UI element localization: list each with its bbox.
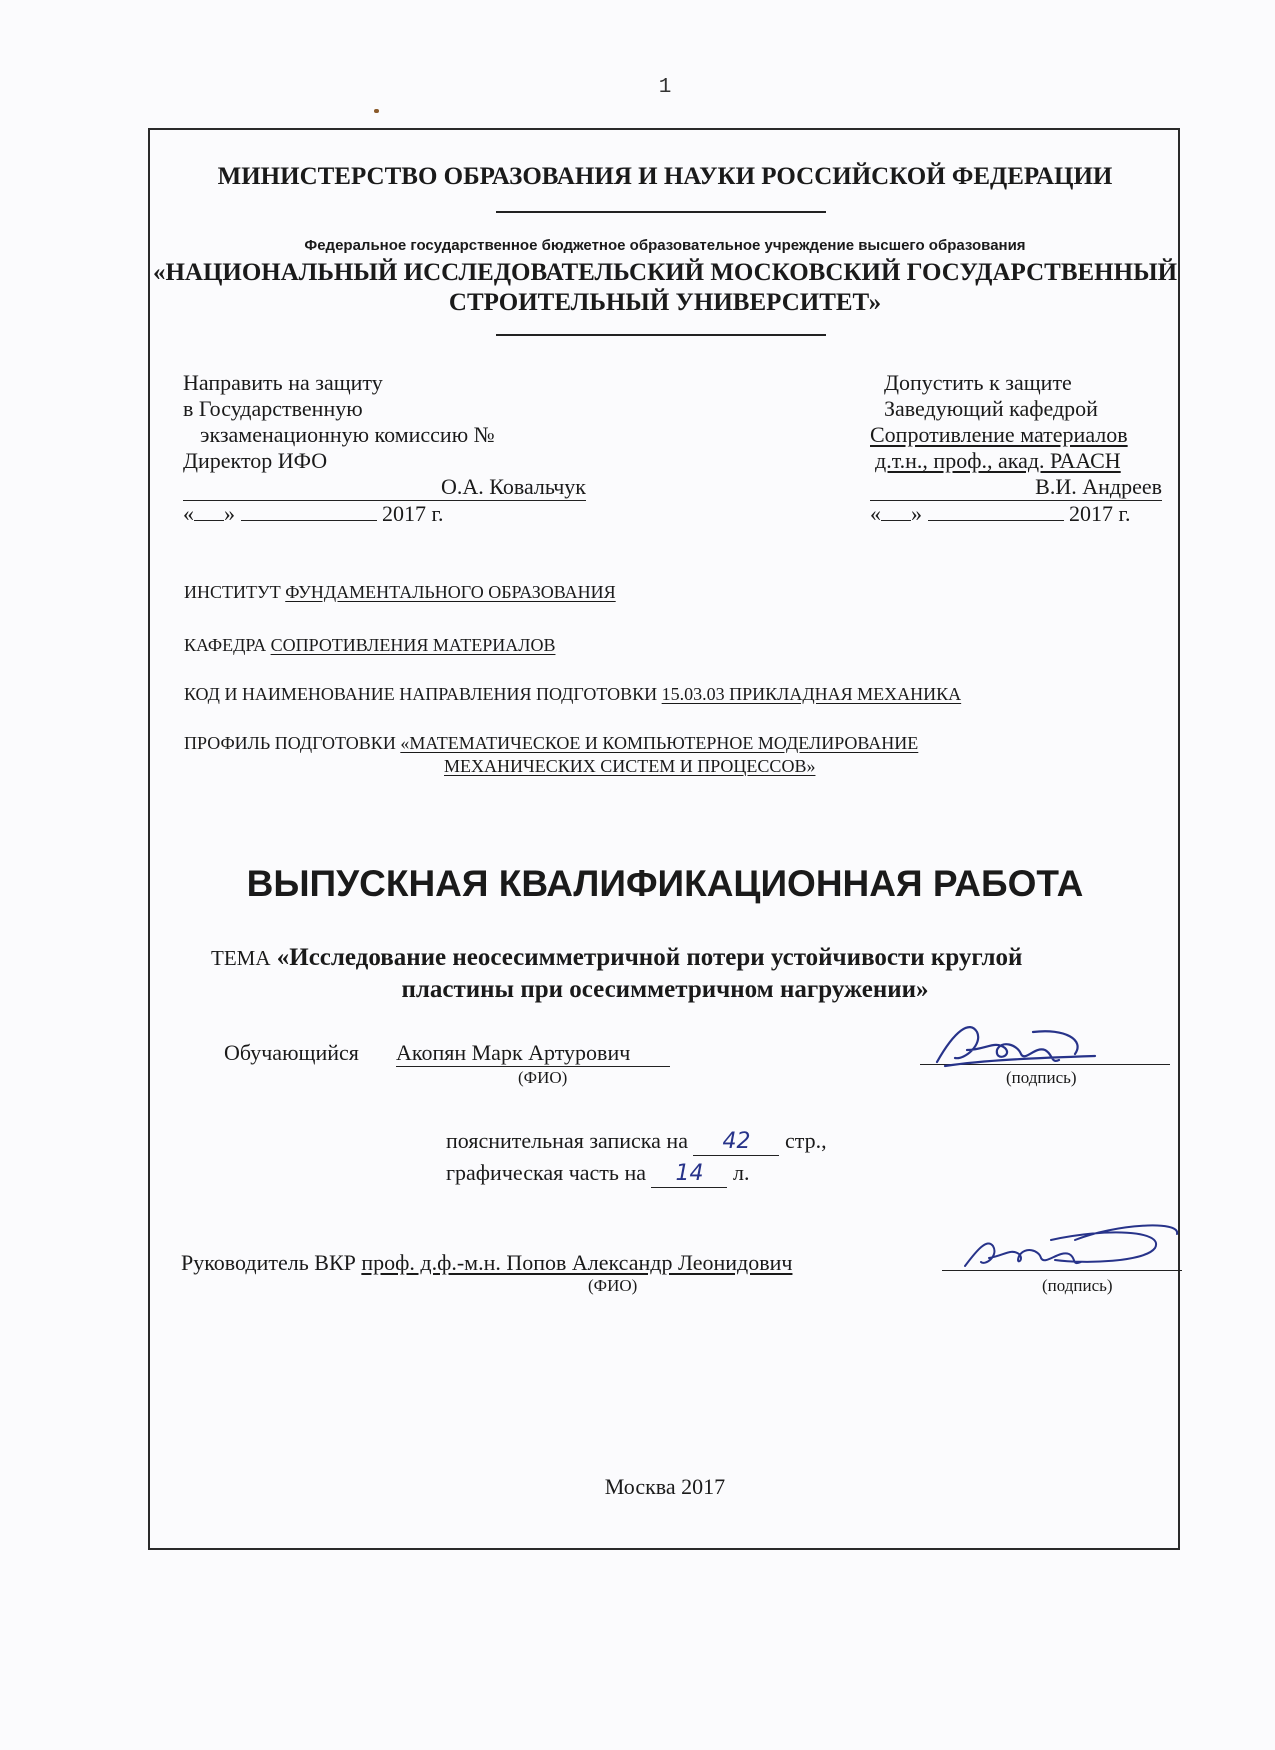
university-name-line1: «НАЦИОНАЛЬНЫЙ ИССЛЕДОВАТЕЛЬСКИЙ МОСКОВСКИЙ ГОСУДАРСТВЕННЫЙ (152, 259, 1178, 286)
right-line-2: Заведующий кафедрой (884, 396, 1098, 421)
right-signer-line (870, 474, 1162, 501)
student-label: Обучающийся (224, 1040, 359, 1065)
note-graphics-value: 14 (651, 1161, 727, 1188)
supervisor-name: проф. д.ф.-м.н. Попов Александр Леонидович (361, 1250, 793, 1275)
student-name: Акопян Марк Артурович (396, 1040, 670, 1067)
left-month-blank (241, 520, 377, 521)
profile-field (184, 732, 1164, 754)
page-number: 1 (658, 76, 672, 99)
topic-line1 (211, 943, 1171, 973)
student-signature-caption: (подпись) (1006, 1068, 1077, 1087)
note-pages-suffix: стр., (784, 1128, 827, 1153)
left-signer-line (183, 474, 586, 501)
right-line-3: Сопротивление материалов (870, 422, 1128, 447)
institution-type: Федеральное государственное бюджетное образовательное учреждение высшего образования (304, 237, 1026, 254)
right-date-close: » (911, 501, 922, 526)
institute-value: ФУНДАМЕНТАЛЬНОГО ОБРАЗОВАНИЯ (285, 582, 616, 602)
note-pages-line (446, 1128, 1006, 1156)
right-line-1: Допустить к защите (884, 370, 1072, 395)
institute-label: ИНСТИТУТ (184, 582, 281, 602)
right-line-4: д.т.н., проф., акад. РААСН (875, 448, 1121, 473)
profile-value-line1: «МАТЕМАТИЧЕСКОЕ И КОМПЬЮТЕРНОЕ МОДЕЛИРОВАНИЕ (400, 733, 919, 753)
right-date-line (870, 501, 1170, 527)
left-day-blank (194, 520, 224, 521)
note-pages-value: 42 (693, 1129, 779, 1156)
supervisor-label: Руководитель ВКР (181, 1250, 356, 1275)
left-line-2: в Государственную (183, 396, 363, 421)
header-rule-top (496, 211, 826, 213)
topic-label: ТЕМА (211, 946, 271, 970)
left-date-open: « (183, 501, 194, 526)
profile-value-line2: МЕХАНИЧЕСКИХ СИСТЕМ И ПРОЦЕССОВ» (444, 756, 816, 776)
paper-speck (374, 109, 379, 113)
direction-label: КОД И НАИМЕНОВАНИЕ НАПРАВЛЕНИЯ ПОДГОТОВКИ (184, 684, 658, 704)
department-label: КАФЕДРА (184, 635, 267, 655)
left-line-1: Направить на защиту (183, 370, 383, 395)
header-rule-bottom (496, 334, 826, 336)
right-year: 2017 г. (1069, 501, 1131, 526)
supervisor-line (181, 1250, 901, 1276)
city-year: Москва 2017 (604, 1474, 726, 1499)
topic-line2: пластины при осесимметричном нагружении» (401, 976, 929, 1003)
left-line-4: Директор ИФО (183, 448, 328, 473)
right-month-blank (928, 520, 1064, 521)
page-frame (148, 128, 1180, 1550)
note-pages-prefix: пояснительная записка на (446, 1128, 688, 1153)
ministry-title: МИНИСТЕРСТВО ОБРАЗОВАНИЯ И НАУКИ РОССИЙСКОЙ ФЕДЕРАЦИИ (217, 163, 1113, 190)
left-date-line (183, 501, 623, 527)
supervisor-signature-caption: (подпись) (1042, 1276, 1113, 1295)
left-date-close: » (224, 501, 235, 526)
left-line-3: экзаменационную комиссию № (200, 422, 495, 447)
right-day-blank (881, 520, 911, 521)
supervisor-fio-caption: (ФИО) (588, 1276, 638, 1295)
note-graphics-prefix: графическая часть на (446, 1160, 646, 1185)
supervisor-signature (955, 1220, 1185, 1280)
left-approval-block (183, 370, 623, 527)
right-date-open: « (870, 501, 881, 526)
work-title: ВЫПУСКНАЯ КВАЛИФИКАЦИОННАЯ РАБОТА (246, 863, 1084, 904)
right-signer-name: В.И. Андреев (1035, 474, 1162, 499)
topic-text-line1: «Исследование неосесимметричной потери устойчивости круглой (276, 944, 1023, 971)
note-graphics-suffix: л. (732, 1160, 750, 1185)
left-signer-name: О.А. Ковальчук (441, 474, 586, 499)
department-field (184, 634, 1164, 656)
university-name-line2: СТРОИТЕЛЬНЫЙ УНИВЕРСИТЕТ» (448, 289, 882, 316)
direction-value: 15.03.03 ПРИКЛАДНАЯ МЕХАНИКА (661, 684, 962, 704)
right-approval-block (870, 370, 1170, 527)
direction-field (184, 683, 1164, 705)
left-year: 2017 г. (382, 501, 444, 526)
department-value: СОПРОТИВЛЕНИЯ МАТЕРИАЛОВ (270, 635, 556, 655)
note-graphics-line (446, 1160, 1006, 1188)
profile-label: ПРОФИЛЬ ПОДГОТОВКИ (184, 733, 396, 753)
student-fio-caption: (ФИО) (518, 1068, 568, 1087)
institute-field (184, 581, 1164, 603)
